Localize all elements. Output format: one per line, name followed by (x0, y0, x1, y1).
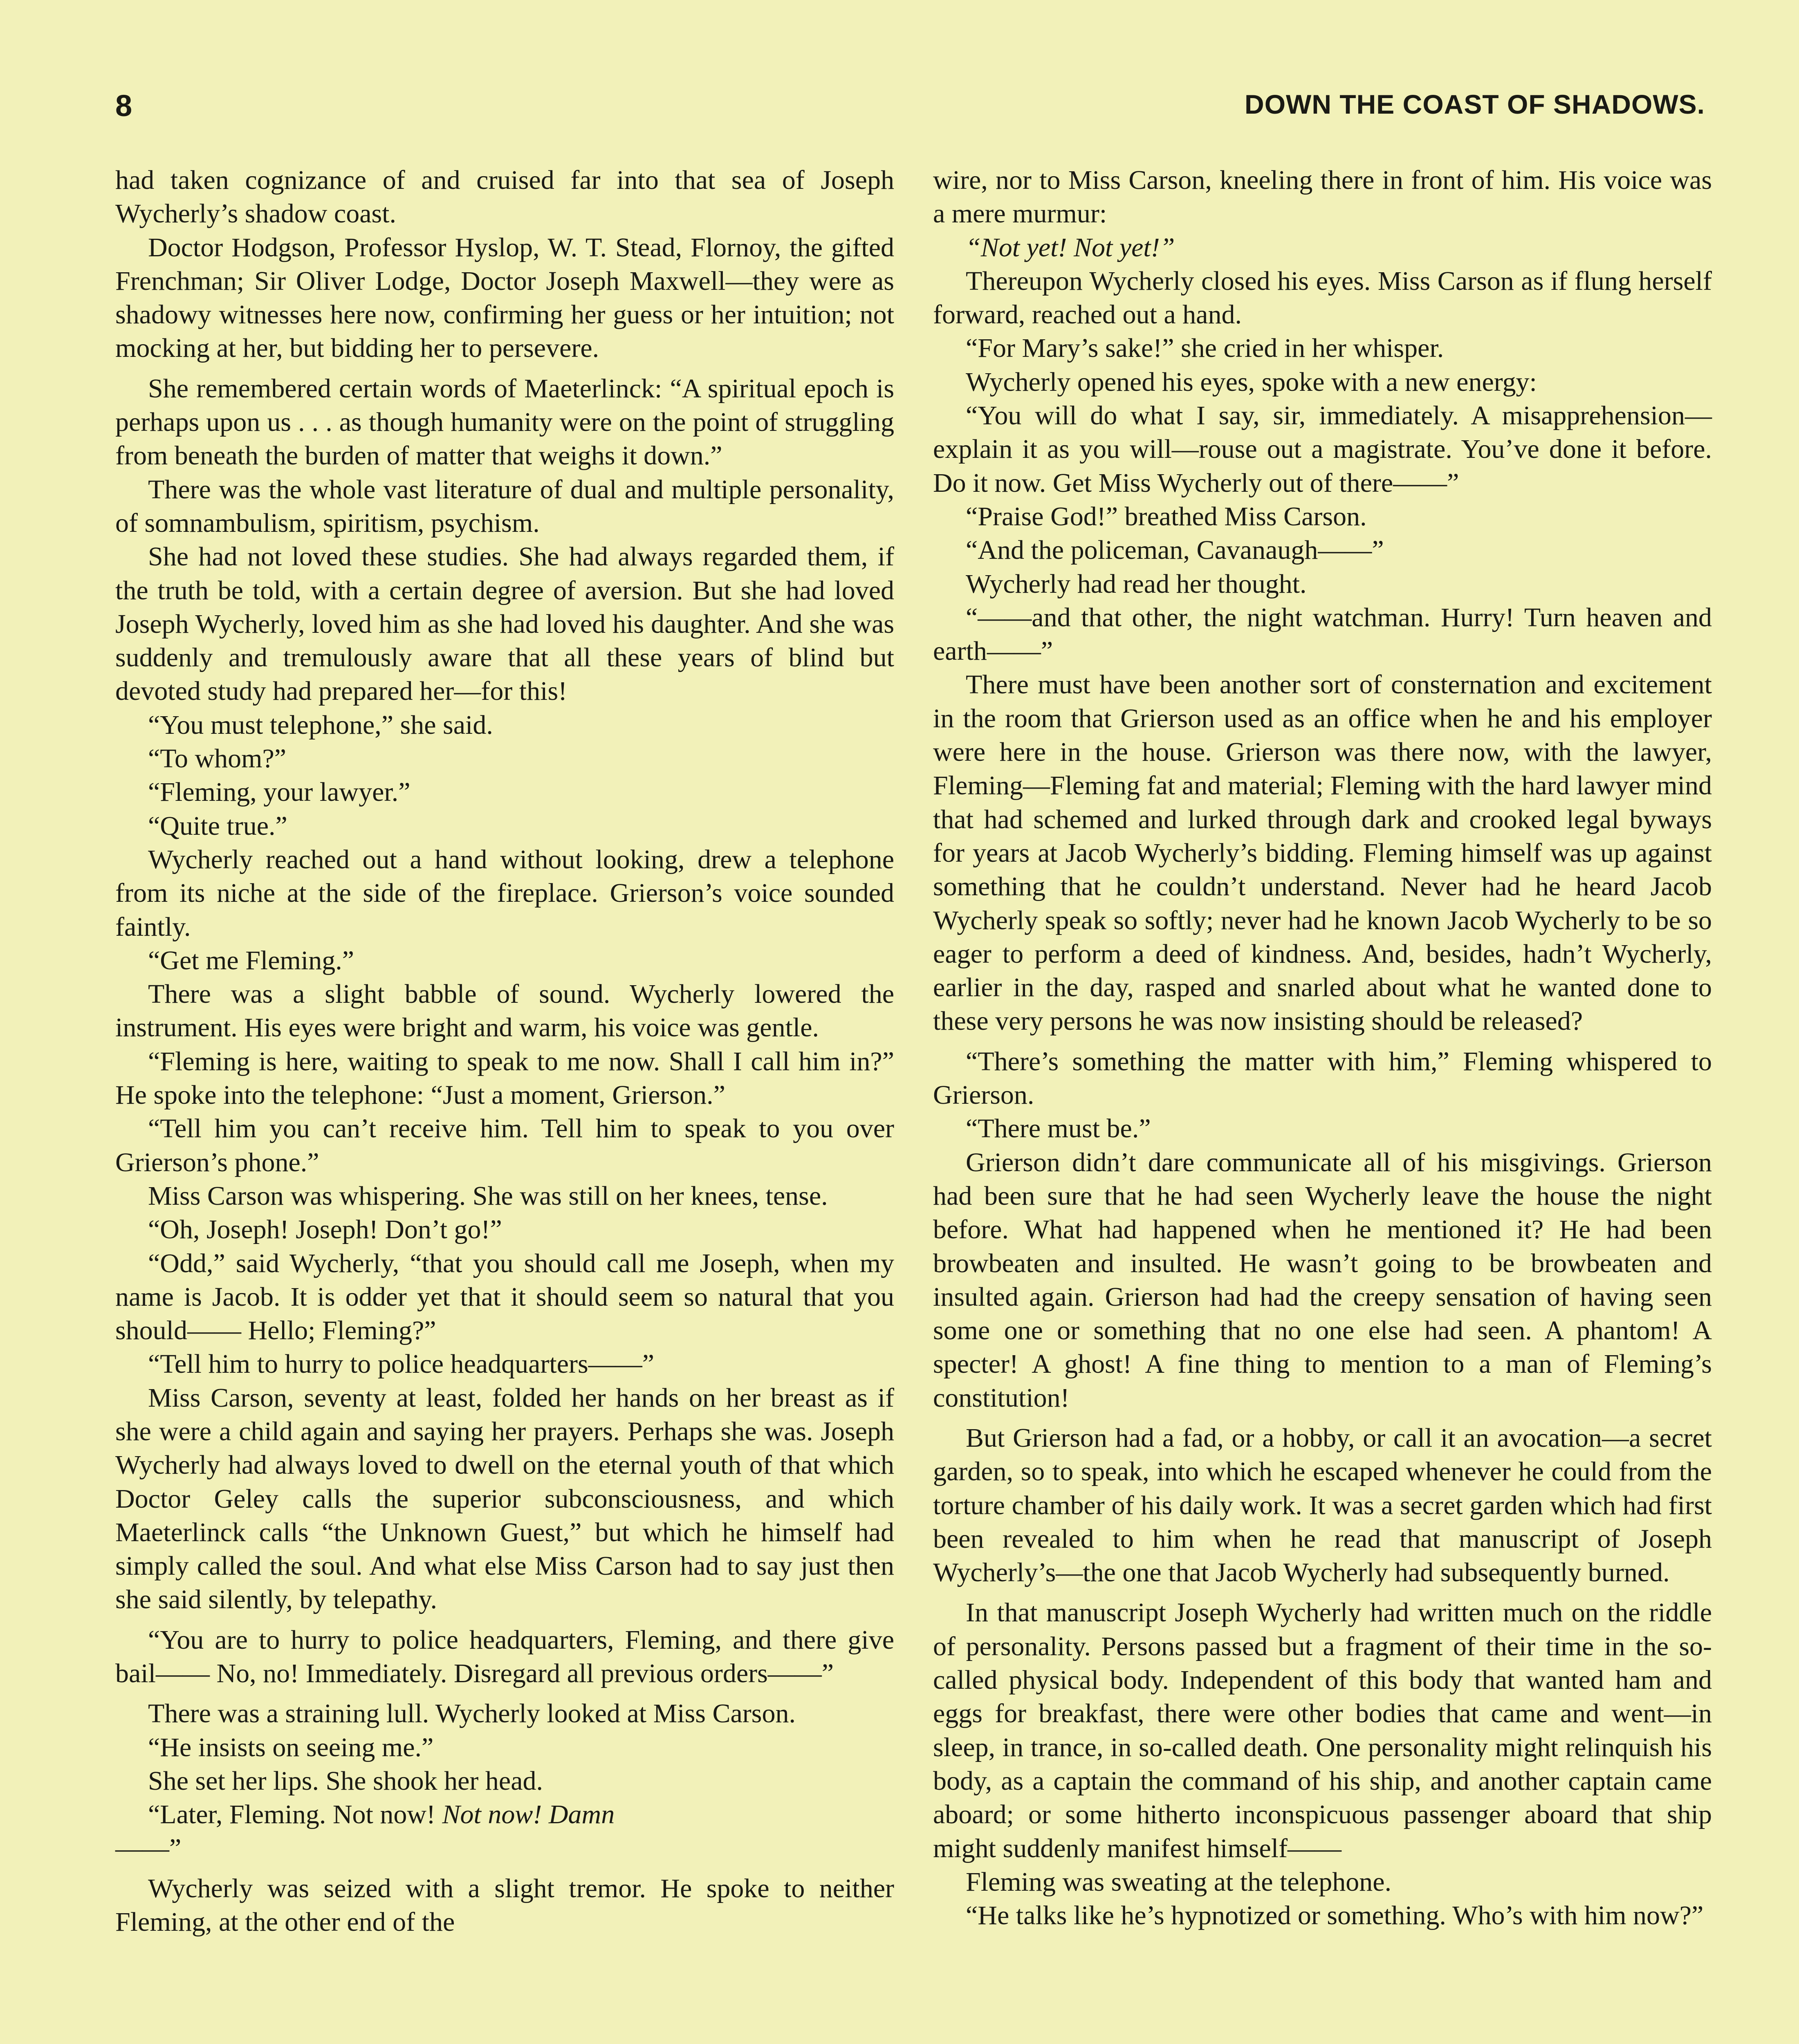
paragraph: But Grierson had a fad, or a hobby, or call it an avocation—a secret garden, so to speak, into which he escaped whenever he could from the torture chamber of his daily work. It was a secret garden which had first been revealed to him when he read that manuscript of Joseph Wycherly’s—the one that Jacob Wycherly had subsequently burned. (933, 1423, 1712, 1588)
paragraph: “Tell him you can’t receive him. Tell him to speak to you over Grierson’s phone.” (115, 1114, 894, 1177)
paragraph: had taken cognizance of and cruised far into that sea of Joseph Wycherly’s shadow coast. (115, 165, 894, 229)
dialog-text: “Later, Fleming. Not now! (148, 1800, 442, 1830)
paragraph: “Odd,” said Wycherly, “that you should call me Joseph, when my name is Jacob. It is odder yet that it should seem so natural that you should—— Hello; Fleming?” (115, 1248, 894, 1346)
paragraph: “——and that other, the night watchman. Hurry! Turn heaven and earth——” (933, 602, 1712, 666)
paragraph: “Fleming is here, waiting to speak to me now. Shall I call him in?” He spoke into the telephone: “Just a moment, Grierson.” (115, 1046, 894, 1110)
paragraph: Wycherly opened his eyes, spoke with a new energy: (966, 367, 1537, 397)
paragraph: “Tell him to hurry to police headquarters——” (148, 1349, 654, 1379)
italic-emphasis: Not now! Damn (442, 1800, 615, 1830)
paragraph: wire, nor to Miss Carson, kneeling there in front of him. His voice was a mere murmur: (933, 165, 1712, 229)
italic-emphasis: “Not yet! Not yet!” (966, 232, 1175, 262)
paragraph: In that manuscript Joseph Wycherly had written much on the riddle of personality. Persons passed but a fragment of their time in the so-called physical body. Independent of this body that wanted ham and eggs for breakfast, there were other bodies that came and went—in sleep, in trance, in so-called death. One personality might relinquish his body, as a captain the command of his ship, and another captain came aboard; or some hitherto inconspicuous passenger aboard that ship might suddenly manifest himself—— (933, 1598, 1712, 1863)
paragraph: Wycherly had read her thought. (966, 569, 1307, 599)
paragraph: “He insists on seeing me.” (148, 1732, 434, 1762)
paragraph: She set her lips. She shook her head. (148, 1766, 543, 1796)
paragraph: Wycherly reached out a hand without looking, drew a telephone from its niche at the side of the fireplace. Grierson’s voice sounded faintly. (115, 844, 894, 942)
paragraph: “You are to hurry to police headquarters, Fleming, and there give bail—— No, no! Immediately. Disregard all previous orders——” (115, 1625, 894, 1689)
paragraph: “Get me Fleming.” (148, 945, 354, 975)
paragraph: “Quite true.” (148, 811, 287, 841)
paragraph: She had not loved these studies. She had always regarded them, if the truth be told, with a certain degree of aversion. But she had loved Joseph Wycherly, loved him as she had loved his daughter. And she was suddenly and tremulously aware that all these years of blind but devoted study had prepared her—for this! (115, 542, 894, 706)
paragraph: Wycherly was seized with a slight tremor. He spoke to neither Fleming, at the other end of the (115, 1873, 894, 1937)
running-title: DOWN THE COAST OF SHADOWS. (1245, 89, 1705, 119)
paragraph: “For Mary’s sake!” she cried in her whisper. (966, 333, 1444, 363)
paragraph: “There’s something the matter with him,” Fleming whispered to Grierson. (933, 1046, 1712, 1110)
page-number: 8 (115, 89, 132, 123)
paragraph: Doctor Hodgson, Professor Hyslop, W. T. Stead, Flornoy, the gifted Frenchman; Sir Oliver Lodge, Doctor Joseph Maxwell—they were as shadowy witnesses here now, confirming her guess or her intuition; not mocking at her, but bidding her to persevere. (115, 232, 894, 363)
paragraph: “Praise God!” breathed Miss Carson. (966, 501, 1367, 531)
paragraph: “To whom?” (148, 744, 287, 774)
paragraph (115, 1798, 894, 1865)
paragraph: “Oh, Joseph! Joseph! Don’t go!” (148, 1215, 502, 1245)
paragraph: Miss Carson was whispering. She was still on her knees, tense. (148, 1181, 828, 1211)
paragraph: Fleming was sweating at the telephone. (966, 1867, 1392, 1897)
paragraph: She remembered certain words of Maeterlinck: “A spiritual epoch is perhaps upon us . . . as though humanity were on the point of struggling from beneath the burden of matter that weighs it down.” (115, 373, 894, 471)
paragraph (933, 231, 1712, 264)
paragraph: There was a slight babble of sound. Wycherly lowered the instrument. His eyes were bright and warm, his voice was gentle. (115, 979, 894, 1043)
paragraph: There was the whole vast literature of dual and multiple personality, of somnambulism, spiritism, psychism. (115, 474, 894, 538)
right-column (933, 164, 1712, 1932)
paragraph: “You will do what I say, sir, immediately. A misapprehension—explain it as you will—rouse out a magistrate. You’ve done it before. Do it now. Get Miss Wycherly out of there——” (933, 401, 1712, 498)
paragraph: “There must be.” (966, 1114, 1151, 1144)
paragraph: Grierson didn’t dare communicate all of his misgivings. Grierson had been sure that he had seen Wycherly leave the house the night before. What had happened when he mentioned it? He had been browbeaten and insulted. He wasn’t going to be browbeaten and insulted again. Grierson had had the creepy sensation of having seen some one or something that no one else had seen. A phantom! A specter! A ghost! A fine thing to mention to a man of Fleming’s constitution! (933, 1147, 1712, 1413)
paragraph: Thereupon Wycherly closed his eyes. Miss Carson as if flung herself forward, reached out a hand. (933, 266, 1712, 330)
paragraph: Miss Carson, seventy at least, folded her hands on her breast as if she were a child again and saying her prayers. Perhaps she was. Joseph Wycherly had always loved to dwell on the eternal youth of that which Doctor Geley calls the superior subconsciousness, and which Maeterlinck calls “the Unknown Guest,” but which he himself had simply called the soul. And what else Miss Carson had to say just then she said silently, by telepathy. (115, 1383, 894, 1615)
dialog-text: ——” (115, 1833, 182, 1863)
paragraph: “He talks like he’s hypnotized or something. Who’s with him now?” (966, 1901, 1704, 1931)
paragraph: There was a straining lull. Wycherly looked at Miss Carson. (148, 1699, 796, 1729)
paragraph: “And the policeman, Cavanaugh——” (966, 535, 1384, 565)
paragraph: “You must telephone,” she said. (148, 710, 493, 740)
paragraph: There must have been another sort of consternation and excitement in the room that Grierson used as an office when he and his employer were here in the house. Grierson was there now, with the lawyer, Fleming—Fleming fat and material; Fleming with the hard lawyer mind that had schemed and lurked through dark and crooked legal byways for years at Jacob Wycherly’s bidding. Fleming himself was up against something that he couldn’t understand. Never had he heard Jacob Wycherly speak so softly; never had he known Jacob Wycherly to be so eager to perform a deed of kindness. And, besides, hadn’t Wycherly, earlier in the day, rasped and snarled about what he wanted done to these very persons he was now insisting should be released? (933, 670, 1712, 1036)
left-column (115, 164, 894, 1939)
paragraph: “Fleming, your lawyer.” (148, 777, 410, 807)
